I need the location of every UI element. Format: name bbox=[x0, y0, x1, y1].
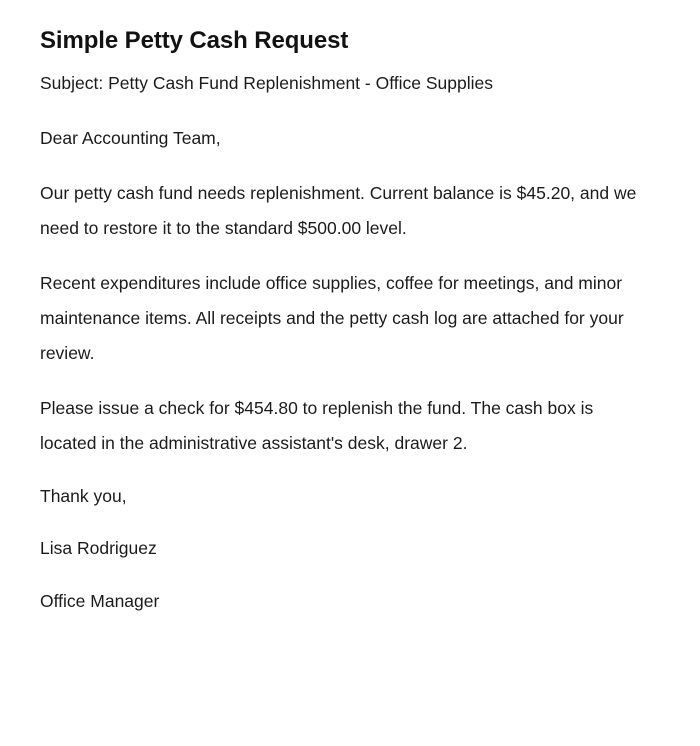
body-paragraph-expenditures: Recent expenditures include office supplies, coffee for meetings, and minor maintenance items. All receipts and the petty cash log are attached for your review. bbox=[40, 272, 624, 363]
signature-name: Lisa Rodriguez bbox=[40, 538, 157, 559]
page-title: Simple Petty Cash Request bbox=[40, 27, 349, 54]
body-paragraph-check-request: Please issue a check for $454.80 to replenish the fund. The cash box is located in the administrative assistant's desk, drawer 2. bbox=[40, 397, 594, 453]
signature-role: Office Manager bbox=[40, 591, 160, 611]
subject-line: Subject: Petty Cash Fund Replenishment - Office Supplies bbox=[40, 73, 493, 93]
salutation: Dear Accounting Team, bbox=[40, 128, 221, 149]
body-paragraph-balance: Our petty cash fund needs replenishment. Current balance is $45.20, and we need to restore it to the standard $500.00 level. bbox=[40, 182, 637, 238]
closing-signoff: Thank you, bbox=[40, 485, 127, 506]
